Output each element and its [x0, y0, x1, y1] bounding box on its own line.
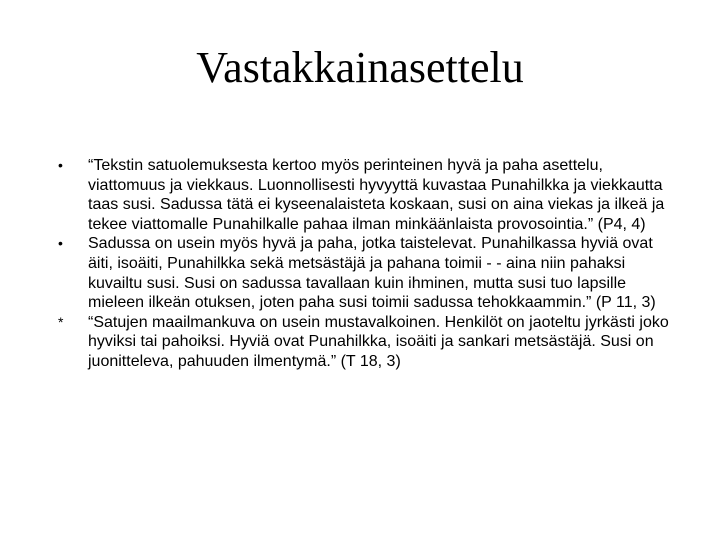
bullet-list	[54, 156, 674, 372]
bullet-marker: •	[58, 235, 63, 252]
slide-title: Vastakkainasettelu	[196, 43, 524, 92]
bullet-text: “Tekstin satuolemuksesta kertoo myös perinteinen hyvä ja paha asettelu, viattomuus ja viekkaus. Luonnollisesti hyvyyttä kuvastaa Punahilkka ja viekkautta taas susi. Sadussa tätä ei kyseenalaisteta koskaan, susi on aina viekas ja ilkeä ja tekee viattomalle Punahilkalle pahaa ilman minkäänlaista provosointia.” (P4, 4)	[88, 157, 665, 233]
bullet-item	[54, 156, 674, 234]
bullet-text: Sadussa on usein myös hyvä ja paha, jotka taistelevat. Punahilkassa hyviä ovat äiti, isoäiti, Punahilkka sekä metsästäjä ja pahana toimii - - aina niin pahaksi kuvailtu susi. Susi on sadussa tavallaan kuin ihminen, mutta susi tuo lapsille mieleen ilkeän otuksen, joten paha susi toimii sadussa tehokkaammin.” (P 11, 3)	[88, 235, 656, 312]
bullet-item	[54, 234, 674, 312]
bullet-item	[54, 313, 674, 372]
bullet-text: “Satujen maailmankuva on usein mustavalkoinen. Henkilöt on jaoteltu jyrkästi joko hyviksi tai pahoiksi. Hyviä ovat Punahilkka, isoäiti ja sankari metsästäjä. Susi on juonitteleva, pahuuden ilmentymä.” (T 18, 3)	[88, 313, 669, 370]
asterisk-marker: *	[58, 313, 64, 330]
bullet-marker: •	[58, 157, 63, 173]
